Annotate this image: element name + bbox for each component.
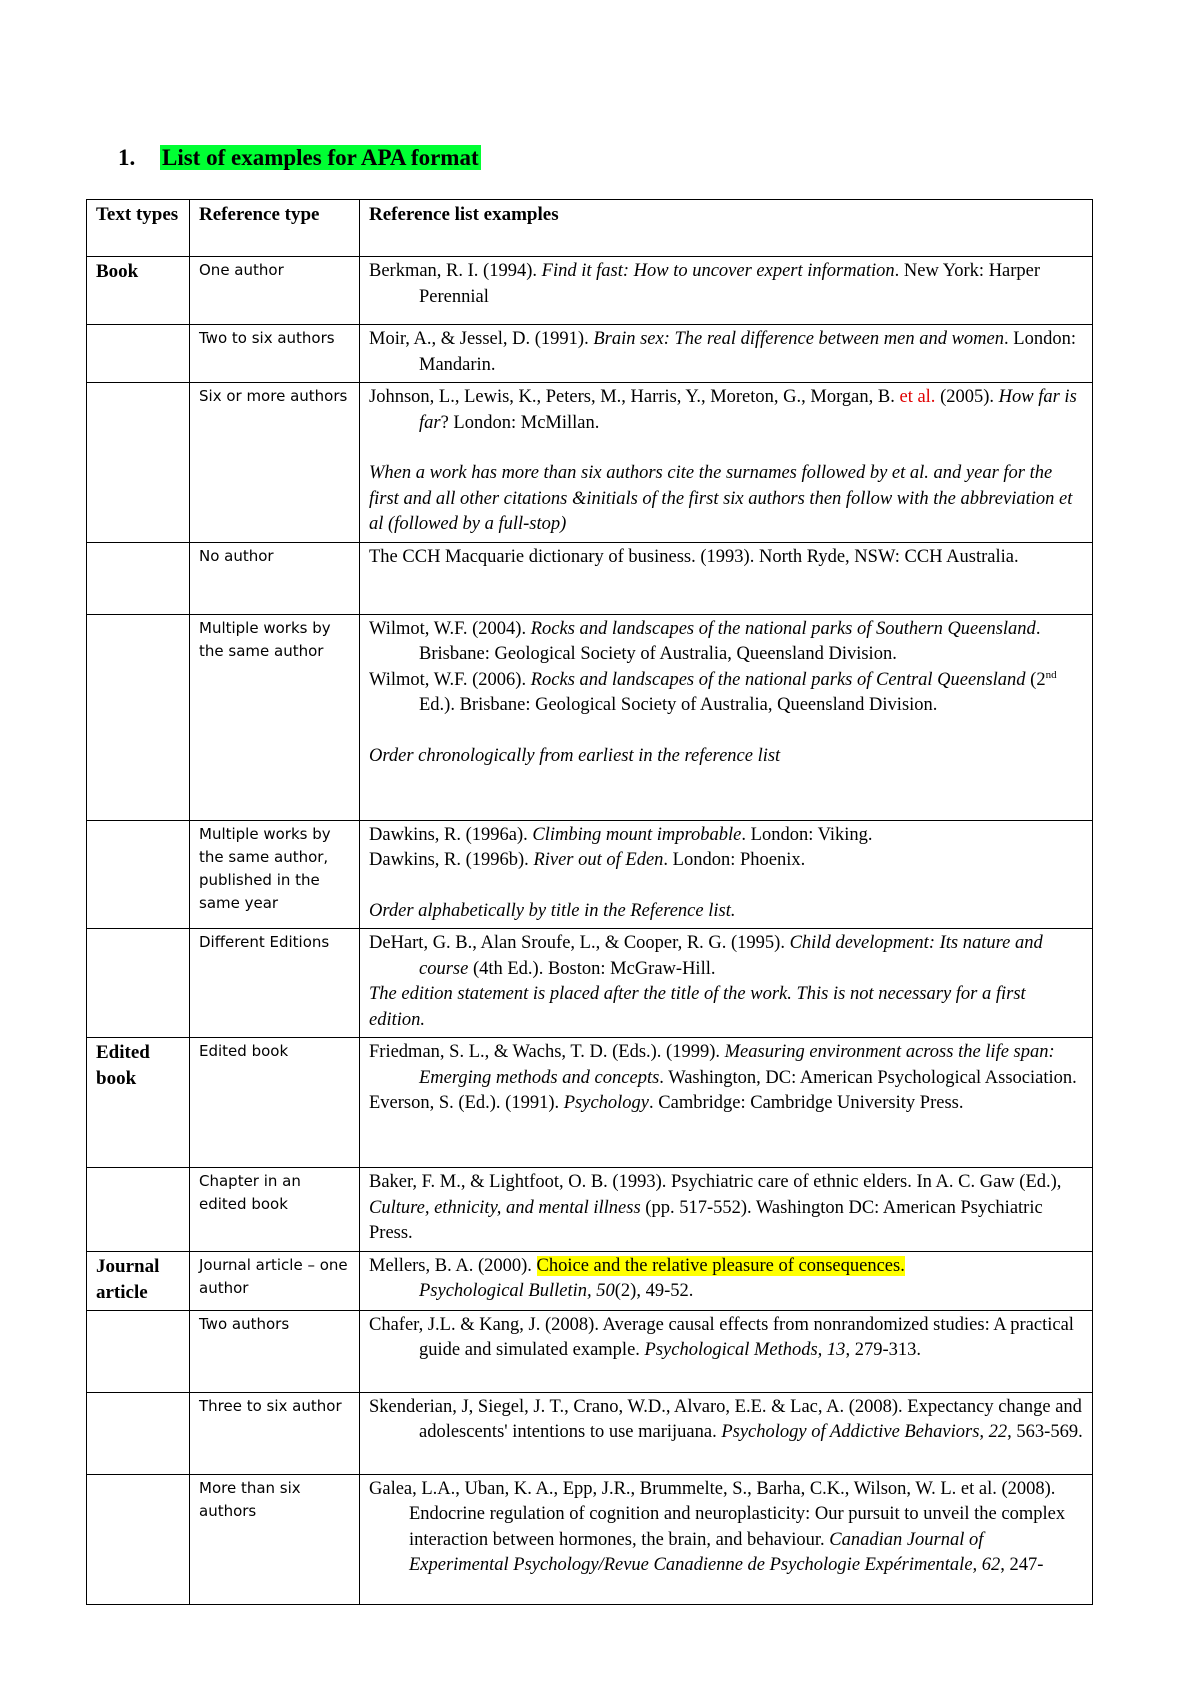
reference-entry: Skenderian, J, Siegel, J. T., Crano, W.D., Alvaro, E.E. & Lac, A. (2008). Expectancy change and adolescents' intentions to use marijuana. Psychology of Addictive Behaviors, 22, 563-569. [369, 1396, 1083, 1442]
reference-type-cell: Six or more authors [190, 383, 360, 543]
reference-type-cell: Three to six author [190, 1392, 360, 1474]
reference-example-cell [360, 383, 1093, 543]
text-type-cell [87, 542, 190, 614]
header-text-types: Text types [87, 200, 190, 257]
table-header-row [87, 200, 1093, 257]
highlighted-title: Choice and the relative pleasure of consequences. [536, 1255, 905, 1276]
text-type-cell [87, 1474, 190, 1604]
reference-entry: The CCH Macquarie dictionary of business. (1993). North Ryde, NSW: CCH Australia. [369, 546, 1019, 567]
reference-example-cell [360, 820, 1093, 929]
table-row [87, 542, 1093, 614]
reference-entry: Dawkins, R. (1996b). River out of Eden. London: Phoenix. [369, 850, 806, 870]
text-type-cell: Edited book [87, 1038, 190, 1168]
table-row [87, 1392, 1093, 1474]
table-row [87, 820, 1093, 929]
reference-type-cell: Multiple works by the same author [190, 614, 360, 820]
reference-entry: Baker, F. M., & Lightfoot, O. B. (1993). Psychiatric care of ethnic elders. In A. C. Gaw (Ed.), Culture, ethnicity, and mental illness (pp. 517-552). Washington DC: American Psychiatric Press. [369, 1172, 1062, 1243]
text-type-cell: Journal article [87, 1251, 190, 1310]
table-row [87, 1310, 1093, 1392]
text-type-cell: Book [87, 257, 190, 325]
table-row [87, 257, 1093, 325]
reference-entry: Wilmot, W.F. (2004). Rocks and landscapes of the national parks of Southern Queensland. Brisbane: Geological Society of Australia, Queensland Division. [369, 618, 1041, 664]
reference-type-cell: Multiple works by the same author, published in the same year [190, 820, 360, 929]
section-heading [118, 140, 481, 176]
table-row [87, 383, 1093, 543]
text-type-cell [87, 614, 190, 820]
reference-example-cell [360, 1251, 1093, 1310]
table-row [87, 1038, 1093, 1168]
reference-entry: Wilmot, W.F. (2006). Rocks and landscapes of the national parks of Central Queensland (2nd Ed.). Brisbane: Geological Society of Australia, Queensland Division. [369, 668, 1057, 715]
reference-entry: Chafer, J.L. & Kang, J. (2008). Average causal effects from nonrandomized studies: A practical guide and simulated example. Psychological Methods, 13, 279-313. [369, 1314, 1074, 1360]
reference-type-cell: Chapter in an edited book [190, 1168, 360, 1252]
text-type-cell [87, 1310, 190, 1392]
reference-entry: DeHart, G. B., Alan Sroufe, L., & Cooper, R. G. (1995). Child development: Its nature and course (4th Ed.). Boston: McGraw-Hill. [369, 933, 1043, 979]
reference-type-cell: No author [190, 542, 360, 614]
text-type-cell [87, 820, 190, 929]
reference-note: The edition statement is placed after the title of the work. This is not necessary for a first edition. [369, 984, 1026, 1030]
reference-note: Order chronologically from earliest in the reference list [369, 745, 781, 766]
table-row [87, 614, 1093, 820]
reference-type-cell: Edited book [190, 1038, 360, 1168]
reference-entry: Galea, L.A., Uban, K. A., Epp, J.R., Brummelte, S., Barha, C.K., Wilson, W. L. et al. (2008). Endocrine regulation of cognition and neuroplasticity: Our pursuit to unveil the complex interaction between hormones, the brain, and behaviour. Canadian Journal of Experimental Psychology/Revue Canadienne de Psychologie Expérimentale, 62, 247- [369, 1478, 1066, 1575]
reference-example-cell [360, 542, 1093, 614]
text-type-cell [87, 1392, 190, 1474]
reference-note: When a work has more than six authors cite the surnames followed by et al. and year for the first and all other citations &initials of the first six authors then follow with the abbreviation et al (followed by a full-stop) [369, 463, 1073, 534]
reference-entry: Friedman, S. L., & Wachs, T. D. (Eds.). (1999). Measuring environment across the life span: Emerging methods and concepts. Washington, DC: American Psychological Association. [369, 1042, 1077, 1088]
text-type-cell [87, 325, 190, 383]
reference-example-cell [360, 1392, 1093, 1474]
reference-note: Order alphabetically by title in the Reference list. [369, 900, 736, 921]
section-number: 1. [118, 145, 136, 170]
reference-example-cell [360, 325, 1093, 383]
text-type-cell [87, 383, 190, 543]
reference-example-cell [360, 1038, 1093, 1168]
reference-entry: Moir, A., & Jessel, D. (1991). Brain sex: The real difference between men and women. London: Mandarin. [369, 329, 1076, 375]
table-row [87, 929, 1093, 1038]
header-reference-type: Reference type [190, 200, 360, 257]
reference-example-cell [360, 1168, 1093, 1252]
reference-type-cell: Two to six authors [190, 325, 360, 383]
table-row [87, 1474, 1093, 1604]
reference-example-cell [360, 1310, 1093, 1392]
reference-type-cell: More than six authors [190, 1474, 360, 1604]
reference-example-cell [360, 929, 1093, 1038]
reference-entry: Berkman, R. I. (1994). Find it fast: How to uncover expert information. New York: Harper Perennial [369, 261, 1041, 307]
reference-type-cell: Two authors [190, 1310, 360, 1392]
apa-examples-table [86, 199, 1093, 1605]
table-row [87, 325, 1093, 383]
reference-entry: Johnson, L., Lewis, K., Peters, M., Harris, Y., Moreton, G., Morgan, B. et al. (2005). How far is far? London: McMillan. [369, 387, 1077, 433]
text-type-cell [87, 929, 190, 1038]
reference-type-cell: Journal article – one author [190, 1251, 360, 1310]
table-row [87, 1251, 1093, 1310]
reference-entry: Dawkins, R. (1996a). Climbing mount improbable. London: Viking. [369, 824, 873, 845]
text-type-cell [87, 1168, 190, 1252]
header-reference-examples: Reference list examples [360, 200, 1093, 257]
reference-type-cell: Different Editions [190, 929, 360, 1038]
reference-entry: Everson, S. (Ed.). (1991). Psychology. Cambridge: Cambridge University Press. [369, 1093, 964, 1113]
reference-example-cell [360, 257, 1093, 325]
section-title: List of examples for APA format [162, 145, 479, 170]
reference-example-cell [360, 1474, 1093, 1604]
table-row [87, 1168, 1093, 1252]
reference-type-cell: One author [190, 257, 360, 325]
reference-entry: Mellers, B. A. (2000). Choice and the relative pleasure of consequences. Psychological Bulletin, 50(2), 49-52. [369, 1255, 905, 1301]
reference-example-cell [360, 614, 1093, 820]
